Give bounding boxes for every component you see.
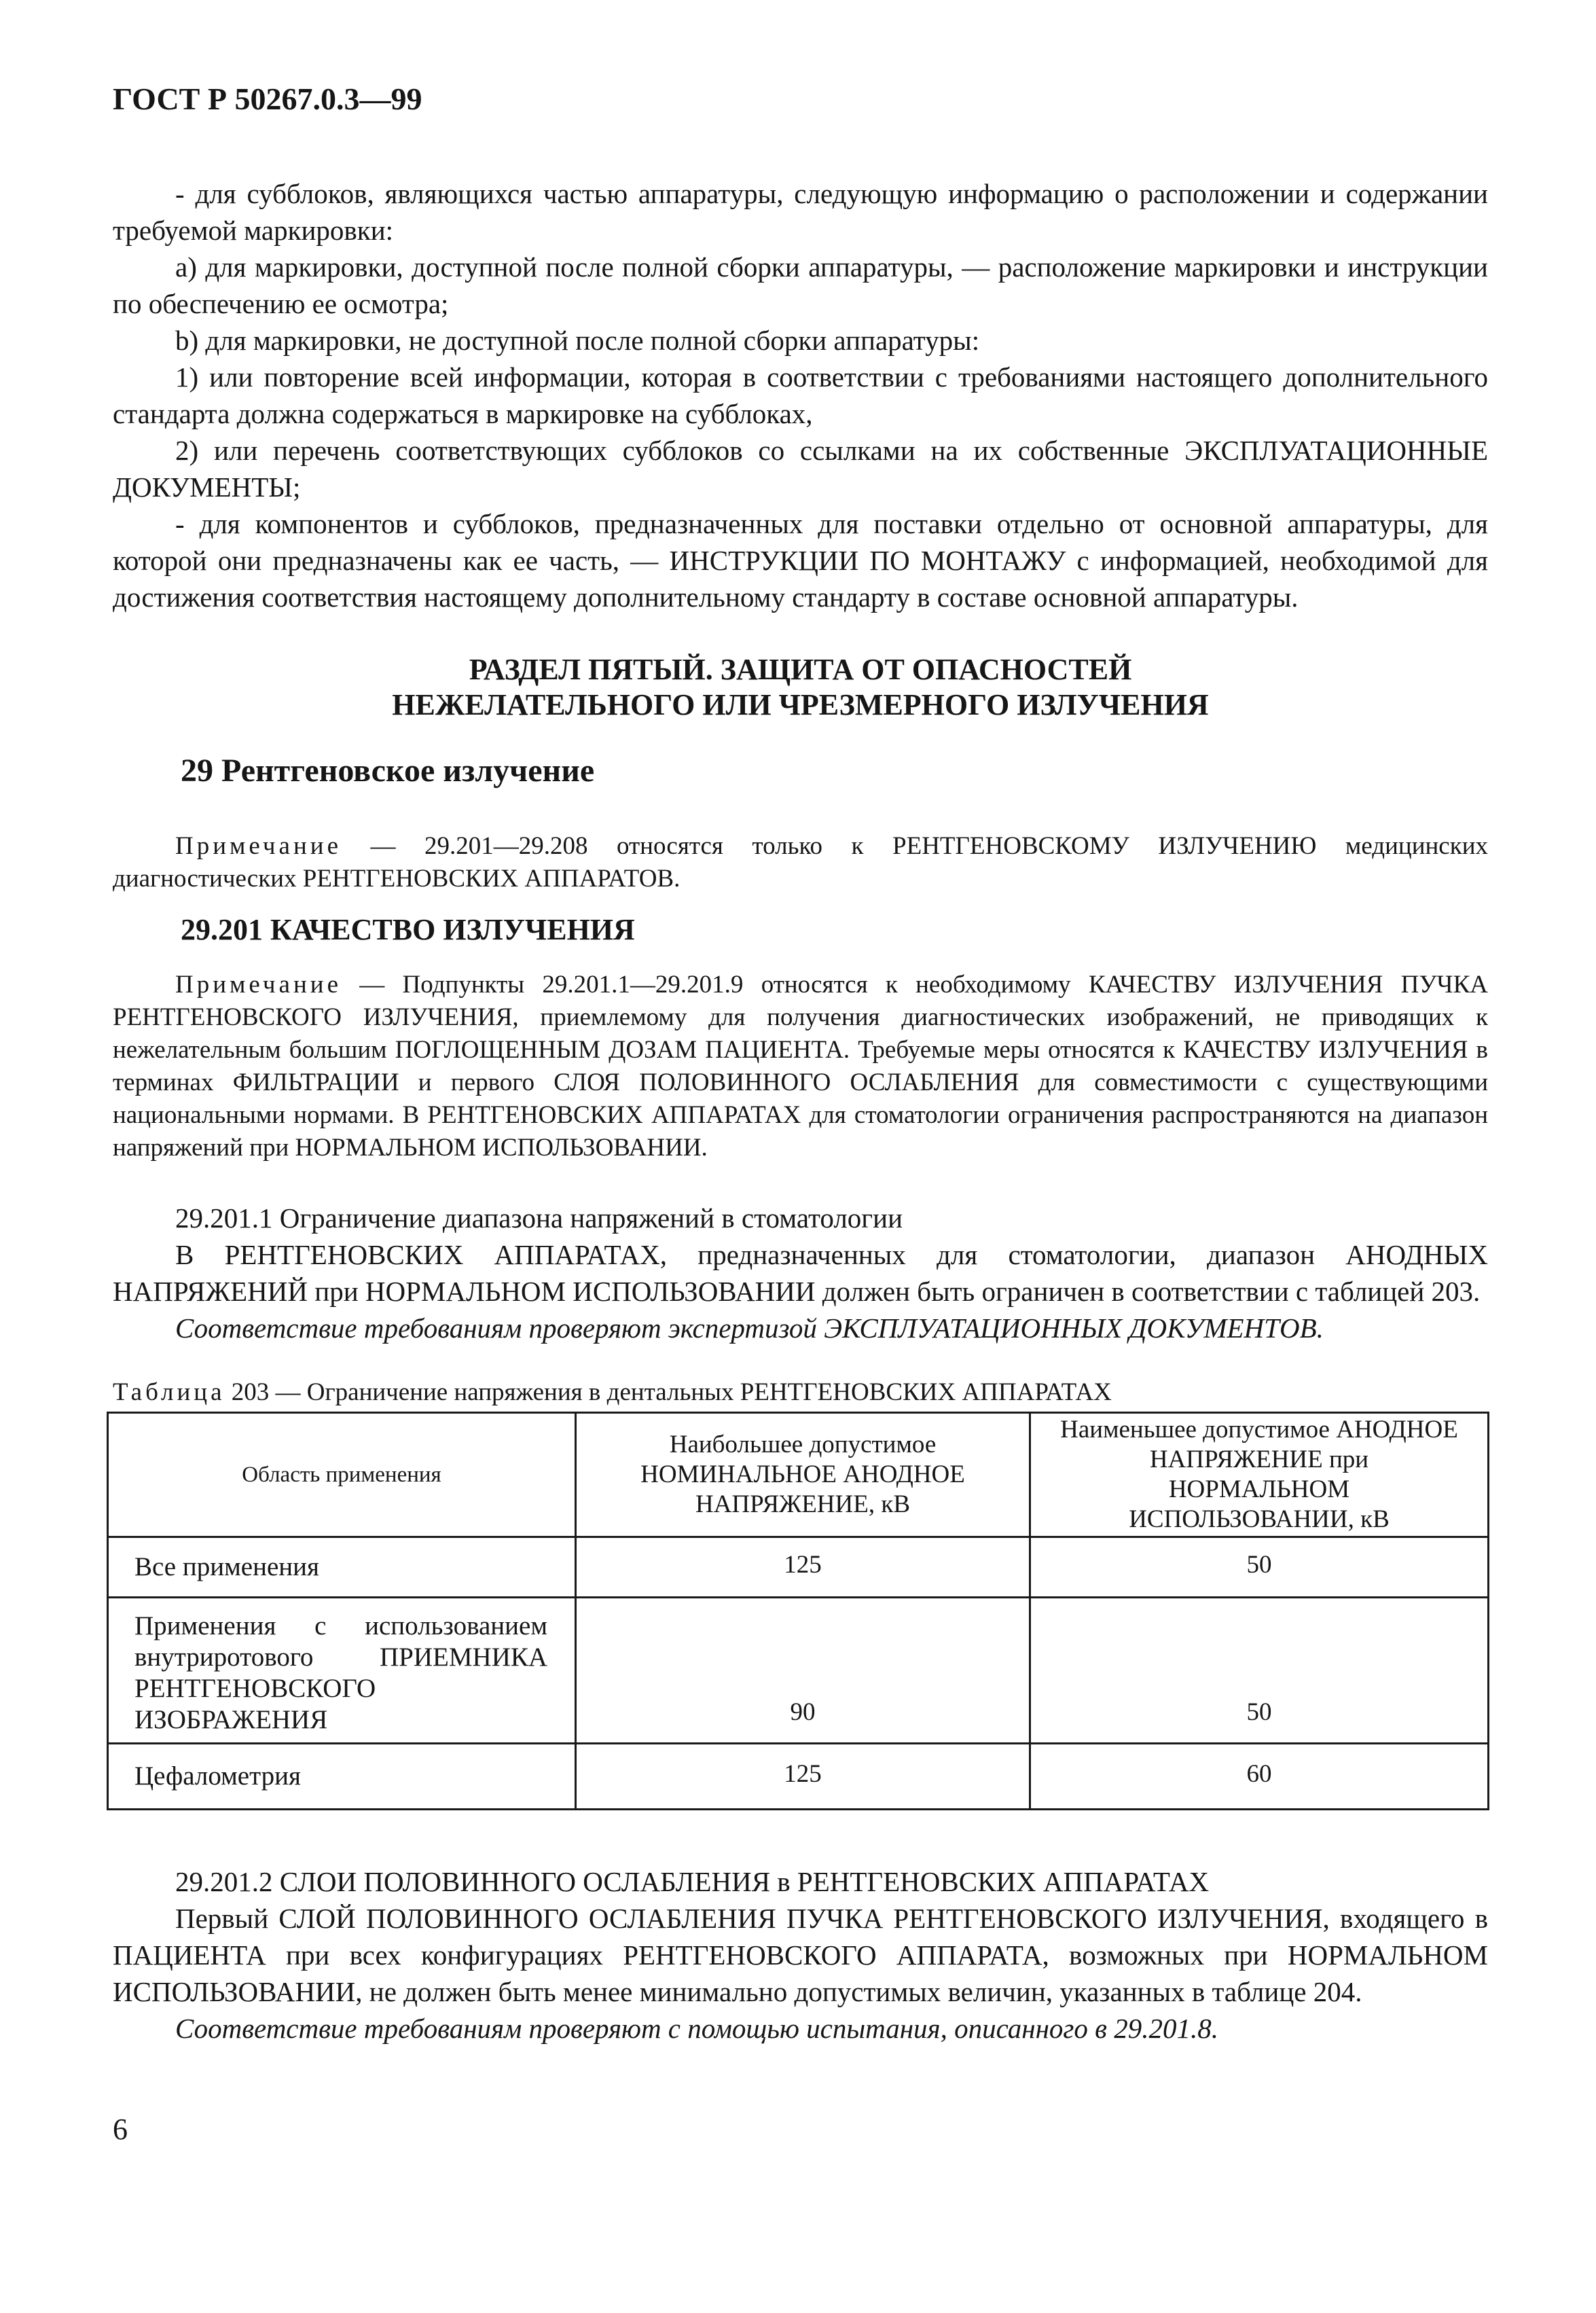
table-cell: 125 bbox=[576, 1537, 1030, 1598]
note-label: Примечание bbox=[175, 832, 342, 860]
table-cell: Все применения bbox=[108, 1537, 576, 1598]
paragraph: 1) или повторение всей информации, которая в соответствии с требованиями настоящего дополнительного стандарта должна содержаться в маркировке на субблоках, bbox=[113, 361, 1488, 429]
page-number: 6 bbox=[113, 2113, 128, 2146]
subclause-title: 29.201.2 СЛОИ ПОЛОВИННОГО ОСЛАБЛЕНИЯ в РЕНТГЕНОВСКИХ АППАРАТАХ bbox=[175, 1866, 1210, 1897]
paragraph: - для компонентов и субблоков, предназначенных для поставки отдельно от основной аппаратуры, для которой они предназначены как ее часть, — ИНСТРУКЦИИ ПО МОНТАЖУ с информацией, необходимой для достижения соответствия настоящему дополнительному стандарту в составе основной аппаратуры. bbox=[113, 508, 1488, 613]
paragraph: - для субблоков, являющихся частью аппаратуры, следующую информацию о расположении и содержании требуемой маркировки: bbox=[113, 178, 1488, 246]
top-paragraphs bbox=[113, 175, 1488, 615]
document-header: ГОСТ Р 50267.0.3—99 bbox=[113, 82, 422, 116]
section-title-line1: РАЗДЕЛ ПЯТЫЙ. ЗАЩИТА ОТ ОПАСНОСТЕЙ bbox=[469, 653, 1132, 686]
table-row bbox=[108, 1744, 1489, 1810]
table-cell: 50 bbox=[1030, 1537, 1488, 1598]
table-header-cell: Область применения bbox=[108, 1413, 576, 1537]
table-header-cell: Наибольшее допустимое НОМИНАЛЬНОЕ АНОДНОЕ НАПРЯЖЕНИЕ, кВ bbox=[576, 1413, 1030, 1537]
compliance-text: Соответствие требованиям проверяют экспертизой ЭКСПЛУАТАЦИОННЫХ ДОКУМЕНТОВ. bbox=[175, 1312, 1324, 1344]
clause-29-note bbox=[113, 830, 1488, 895]
subclause-29-201-2 bbox=[113, 1863, 1488, 2047]
note-text: — Подпункты 29.201.1—29.201.9 относятся к необходимому КАЧЕСТВУ ИЗЛУЧЕНИЯ ПУЧКА РЕНТГЕНОВСКОГО ИЗЛУЧЕНИЯ, приемлемому для получения диагностических изображений, не приводящих к нежелательным большим ПОГЛОЩЕННЫМ ДОЗАМ ПАЦИЕНТА. Требуемые меры относятся к КАЧЕСТВУ ИЗЛУЧЕНИЯ в терминах ФИЛЬТРАЦИИ и первого СЛОЯ ПОЛОВИННОГО ОСЛАБЛЕНИЯ для совместимости с существующими национальными нормами. В РЕНТГЕНОВСКИХ АППАРАТАХ для стоматологии ограничения распространяются на диапазон напряжений при НОРМАЛЬНОМ ИСПОЛЬЗОВАНИИ. bbox=[113, 971, 1488, 1162]
clause-29-title: 29 Рентгеновское излучение bbox=[181, 753, 595, 789]
table-caption-text: 203 — Ограничение напряжения в дентальных РЕНТГЕНОВСКИХ АППАРАТАХ bbox=[225, 1378, 1112, 1406]
clause-29-201-title: 29.201 КАЧЕСТВО ИЗЛУЧЕНИЯ bbox=[181, 913, 635, 946]
table-row bbox=[108, 1598, 1489, 1744]
table-header-cell: Наименьшее допустимое АНОДНОЕ НАПРЯЖЕНИЕ при НОРМАЛЬНОМ ИСПОЛЬЗОВАНИИ, кВ bbox=[1030, 1413, 1488, 1537]
subclause-text: Первый СЛОЙ ПОЛОВИННОГО ОСЛАБЛЕНИЯ ПУЧКА РЕНТГЕНОВСКОГО ИЗЛУЧЕНИЯ, входящего в ПАЦИЕНТА при всех конфигурациях РЕНТГЕНОВСКОГО АППАРАТА, возможных при НОРМАЛЬНОМ ИСПОЛЬЗОВАНИИ, не должен быть менее минимально допустимых величин, указанных в таблице 204. bbox=[113, 1903, 1488, 2007]
table-cell: Применения с использованием внутриротового ПРИЕМНИКА РЕНТГЕНОВСКОГО ИЗОБРАЖЕНИЯ bbox=[108, 1598, 576, 1744]
table-cell: Цефалометрия bbox=[108, 1744, 576, 1810]
paragraph: 2) или перечень соответствующих субблоков со ссылками на их собственные ЭКСПЛУАТАЦИОННЫЕ ДОКУМЕНТЫ; bbox=[113, 435, 1488, 503]
subclause-text: В РЕНТГЕНОВСКИХ АППАРАТАХ, предназначенных для стоматологии, диапазон АНОДНЫХ НАПРЯЖЕНИЙ при НОРМАЛЬНОМ ИСПОЛЬЗОВАНИИ должен быть ограничен в соответствии с таблицей 203. bbox=[113, 1239, 1488, 1307]
paragraph: b) для маркировки, не доступной после полной сборки аппаратуры: bbox=[175, 325, 980, 356]
table-row bbox=[108, 1537, 1489, 1598]
subclause-title: 29.201.1 Ограничение диапазона напряжений в стоматологии bbox=[175, 1202, 903, 1234]
note-text: — 29.201—29.208 относятся только к РЕНТГЕНОВСКОМУ ИЗЛУЧЕНИЮ медицинских диагностических РЕНТГЕНОВСКИХ АППАРАТОВ. bbox=[113, 832, 1488, 893]
compliance-text: Соответствие требованиям проверяют с помощью испытания, описанного в 29.201.8. bbox=[175, 2013, 1218, 2044]
paragraph: а) для маркировки, доступной после полной сборки аппаратуры, — расположение маркировки и инструкции по обеспечению ее осмотра; bbox=[113, 251, 1488, 319]
note-label: Примечание bbox=[175, 971, 342, 999]
table-cell: 60 bbox=[1030, 1744, 1488, 1810]
table-cell: 50 bbox=[1030, 1598, 1488, 1744]
subclause-29-201-1 bbox=[113, 1200, 1488, 1346]
table-cell: 125 bbox=[576, 1744, 1030, 1810]
table-label: Таблица bbox=[113, 1378, 225, 1406]
clause-29-201-note bbox=[113, 969, 1488, 1164]
table-203 bbox=[107, 1412, 1489, 1810]
table-caption bbox=[113, 1376, 1488, 1409]
table-cell: 90 bbox=[576, 1598, 1030, 1744]
section-title-line2: НЕЖЕЛАТЕЛЬНОГО ИЛИ ЧРЕЗМЕРНОГО ИЗЛУЧЕНИЯ bbox=[392, 688, 1209, 721]
table-header-row bbox=[108, 1413, 1489, 1537]
